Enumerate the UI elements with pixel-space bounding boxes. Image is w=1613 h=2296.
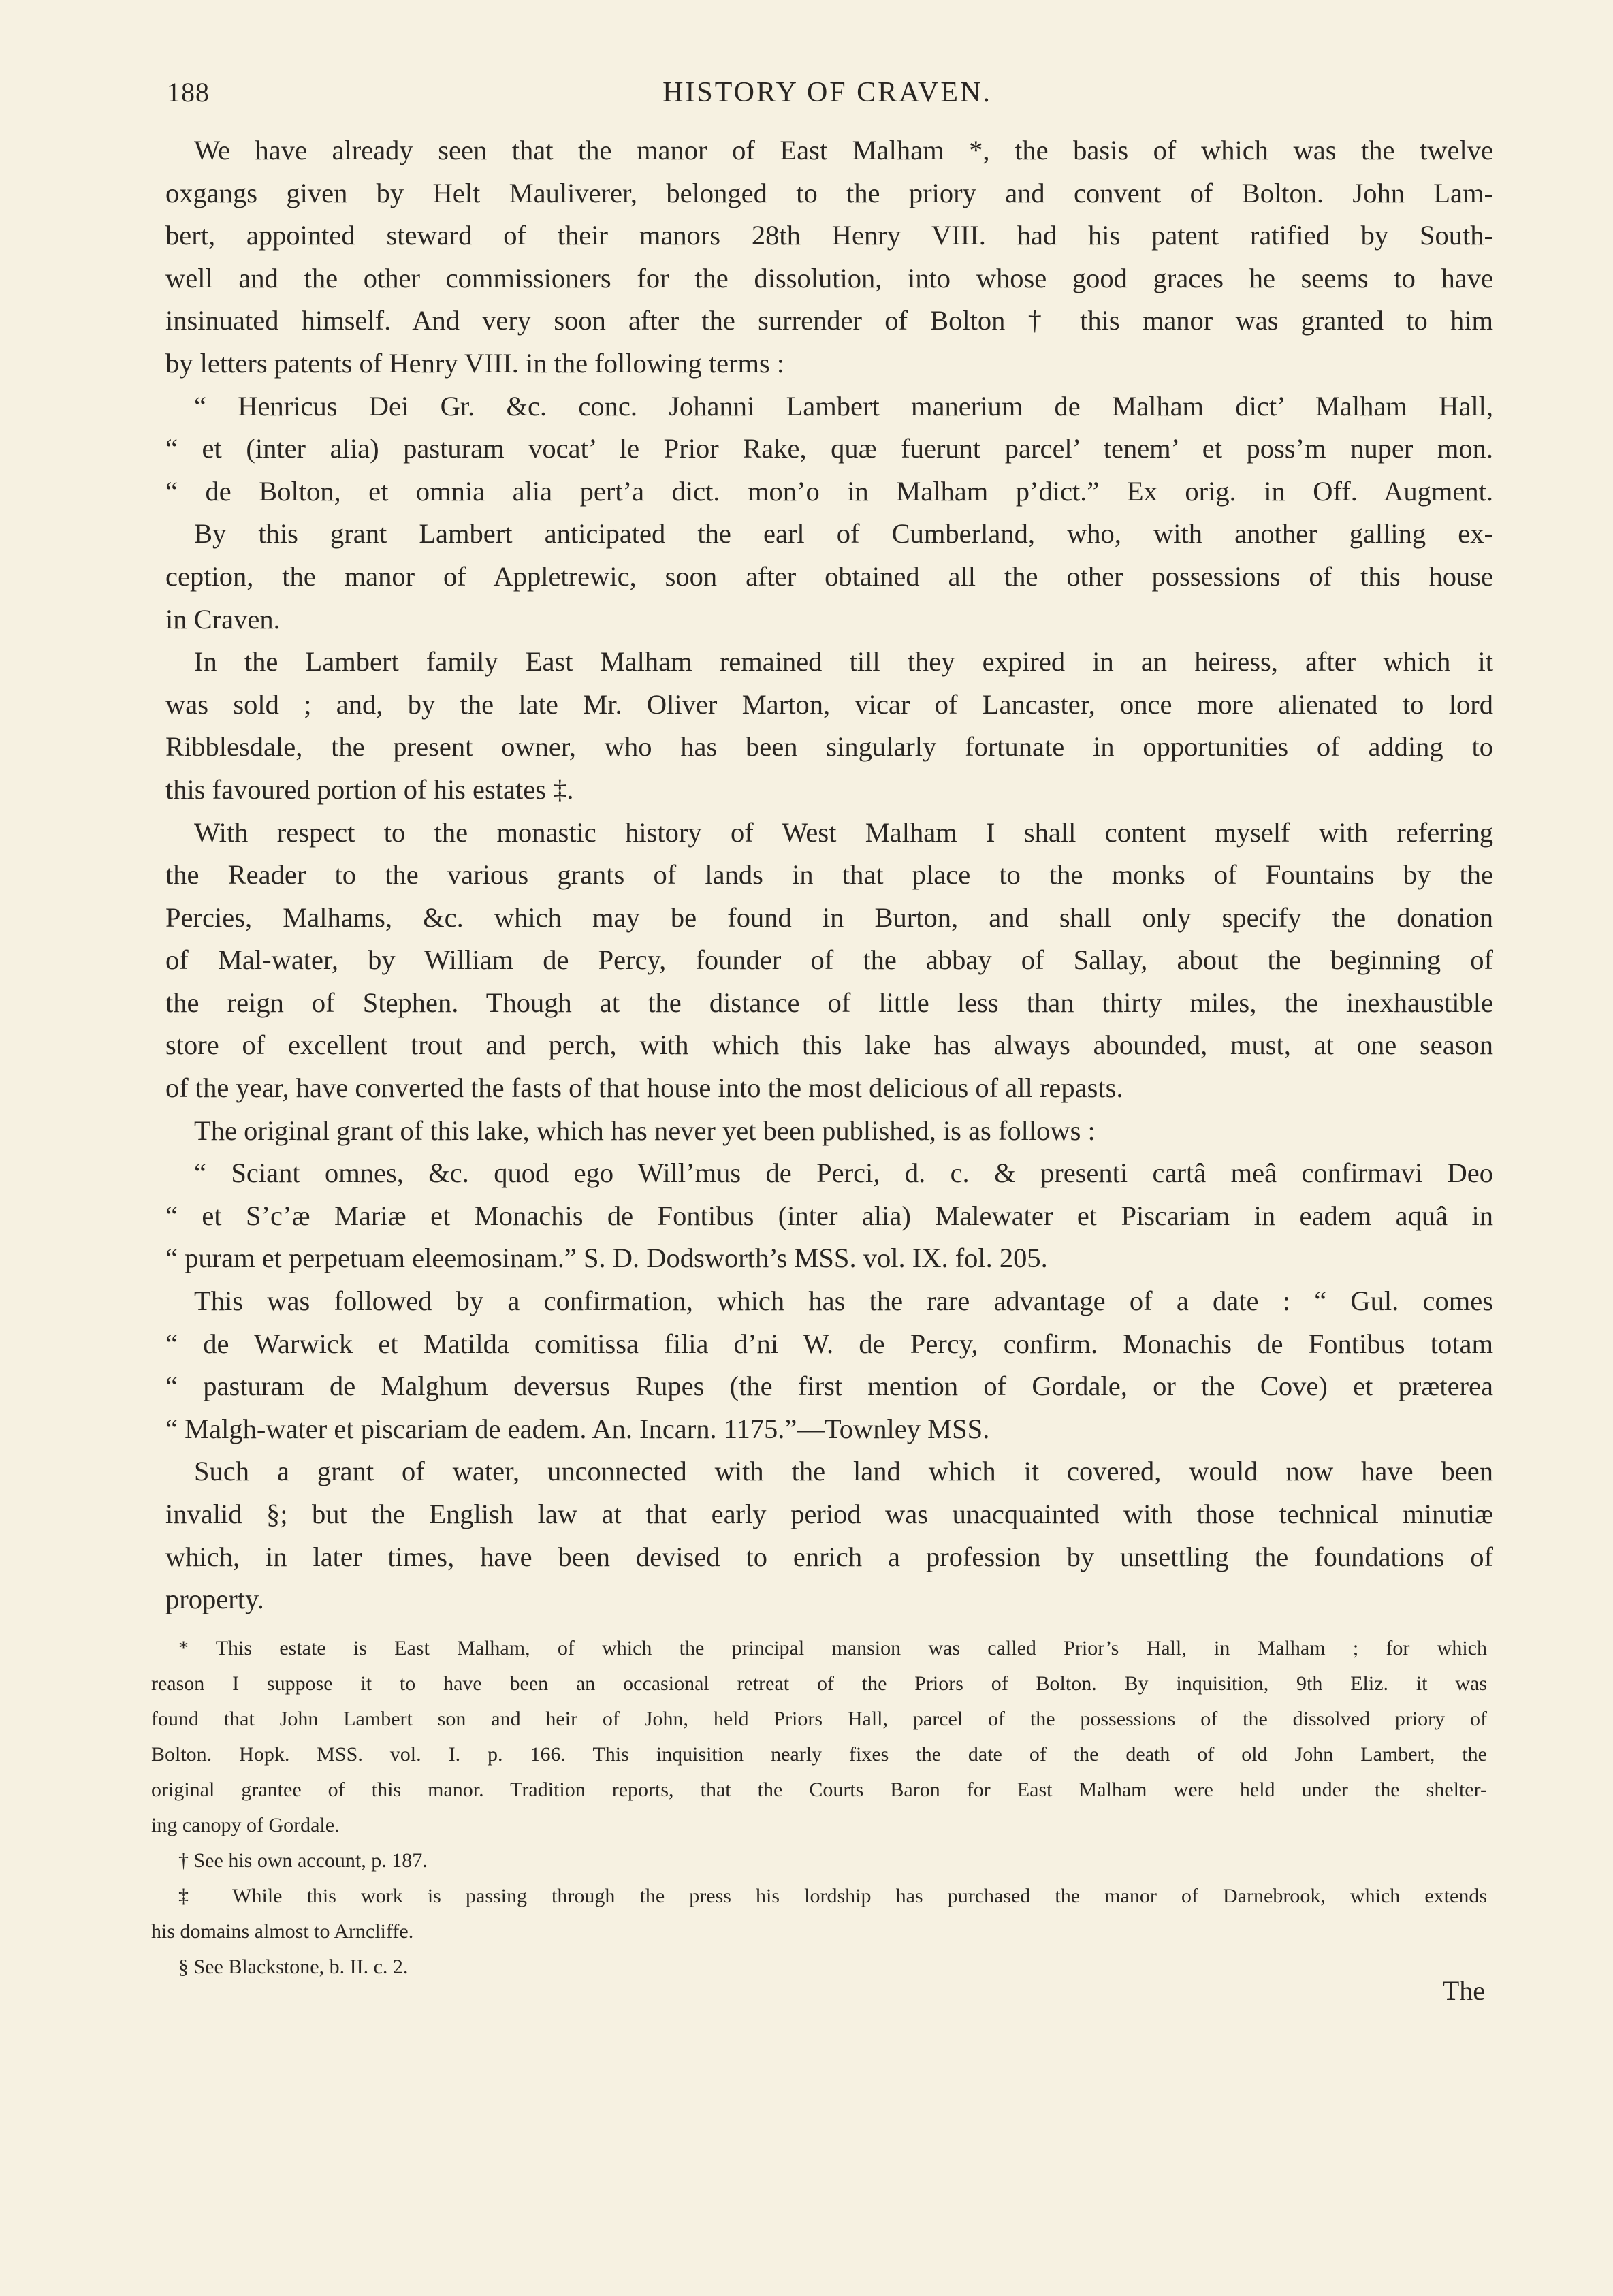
text-line: By this grant Lambert anticipated the earl of Cumberland, who, with another galling ex- xyxy=(194,518,1493,549)
body-text xyxy=(165,129,1493,1621)
text-line: “ Henricus Dei Gr. &c. conc. Johanni Lambert manerium de Malham dict’ Malham Hall, xyxy=(194,390,1493,421)
text-line: The original grant of this lake, which has never yet been published, is as follows : xyxy=(194,1115,1096,1146)
footnote-line: † See his own account, p. 187. xyxy=(178,1849,428,1872)
text-line: in Craven. xyxy=(165,603,281,635)
text-line: “ de Bolton, et omnia alia pert’a dict. mon’o in Malham p’dict.” Ex orig. in Off. Augment. xyxy=(165,475,1493,507)
text-line: bert, appointed steward of their manors 28th Henry VIII. had his patent ratified by South- xyxy=(165,220,1493,251)
text-line: was sold ; and, by the late Mr. Oliver Marton, vicar of Lancaster, once more alienated to lord xyxy=(165,688,1493,720)
footnote-line: Bolton. Hopk. MSS. vol. I. p. 166. This inquisition nearly fixes the date of the death of old John Lambert, the xyxy=(151,1743,1487,1766)
text-line: Such a grant of water, unconnected with the land which it covered, would now have been xyxy=(194,1456,1493,1487)
footnote-line: § See Blackstone, b. II. c. 2. xyxy=(178,1956,409,1978)
text-line: We have already seen that the manor of East Malham *, the basis of which was the twelve xyxy=(194,135,1493,165)
text-line: insinuated himself. And very soon after the surrender of Bolton † this manor was granted to him xyxy=(165,305,1493,336)
text-line: store of excellent trout and perch, with which this lake has always abounded, must, at one season xyxy=(165,1030,1493,1061)
text-line: This was followed by a confirmation, which has the rare advantage of a date : “ Gul. comes xyxy=(194,1286,1493,1317)
text-line: which, in later times, have been devised to enrich a profession by unsettling the foundations of xyxy=(165,1541,1493,1572)
footnotes xyxy=(151,1631,1487,1985)
footnote-line: reason I suppose it to have been an occasional retreat of the Priors of Bolton. By inquisition, 9th Eliz. it was xyxy=(151,1672,1487,1695)
text-line: “ de Warwick et Matilda comitissa filia d’ni W. de Percy, confirm. Monachis de Fontibus totam xyxy=(165,1328,1493,1359)
footnote-line: ing canopy of Gordale. xyxy=(151,1814,340,1836)
text-line: invalid §; but the English law at that early period was unacquainted with those technical minutiæ xyxy=(165,1499,1493,1529)
text-line: the reign of Stephen. Though at the distance of little less than thirty miles, the inexhaustible xyxy=(165,987,1493,1018)
text-line: oxgangs given by Helt Mauliverer, belonged to the priory and convent of Bolton. John Lam- xyxy=(165,177,1493,208)
text-line: ception, the manor of Appletrewic, soon after obtained all the other possessions of this house xyxy=(165,560,1493,592)
text-line: “ Sciant omnes, &c. quod ego Will’mus de Perci, d. c. & presenti cartâ meâ confirmavi Deo xyxy=(194,1158,1493,1189)
text-line: of the year, have converted the fasts of that house into the most delicious of all repasts. xyxy=(165,1072,1123,1104)
running-title: HISTORY OF CRAVEN. xyxy=(662,77,992,108)
running-head xyxy=(167,76,1488,117)
text-line: With respect to the monastic history of West Malham I shall content myself with referring xyxy=(194,816,1493,848)
text-line: by letters patents of Henry VIII. in the following terms : xyxy=(165,347,785,379)
footnote-line: ‡ While this work is passing through the press his lordship has purchased the manor of Darnebrook, which extends xyxy=(178,1885,1487,1907)
catchword: The xyxy=(1442,1975,1485,2006)
text-line: property. xyxy=(165,1584,264,1615)
text-line: the Reader to the various grants of lands in that place to the monks of Fountains by the xyxy=(165,859,1493,891)
text-line: “ et S’c’æ Mariæ et Monachis de Fontibus (inter alia) Malewater et Piscariam in eadem aquâ in xyxy=(165,1200,1493,1231)
text-line: Percies, Malhams, &c. which may be found in Burton, and shall only specify the donation xyxy=(165,902,1493,933)
footnote-line: found that John Lambert son and heir of John, held Priors Hall, parcel of the possessions of the dissolved priory of xyxy=(151,1708,1487,1730)
page-number: 188 xyxy=(167,77,210,108)
text-line: this favoured portion of his estates ‡. xyxy=(165,774,574,805)
footnote-line: original grantee of this manor. Tradition reports, that the Courts Baron for East Malham were held under the shelter- xyxy=(151,1779,1487,1801)
footnote-line: * This estate is East Malham, of which the principal mansion was called Prior’s Hall, in Malham ; for which xyxy=(178,1637,1487,1659)
text-line: “ Malgh-water et piscariam de eadem. An. Incarn. 1175.”—Townley MSS. xyxy=(165,1413,990,1444)
text-line: of Mal-water, by William de Percy, founder of the abbay of Sallay, about the beginning of xyxy=(165,944,1493,976)
footnote-line: his domains almost to Arncliffe. xyxy=(151,1920,414,1943)
text-line: well and the other commissioners for the dissolution, into whose good graces he seems to have xyxy=(165,262,1493,293)
text-line: “ puram et perpetuam eleemosinam.” S. D. Dodsworth’s MSS. vol. IX. fol. 205. xyxy=(165,1243,1048,1274)
text-line: “ pasturam de Malghum deversus Rupes (the first mention of Gordale, or the Cove) et præterea xyxy=(165,1371,1493,1402)
text-line: “ et (inter alia) pasturam vocat’ le Prior Rake, quæ fuerunt parcel’ tenem’ et poss’m nuper mon. xyxy=(165,433,1493,464)
text-line: In the Lambert family East Malham remained till they expired in an heiress, after which it xyxy=(194,646,1493,677)
text-line: Ribblesdale, the present owner, who has been singularly fortunate in opportunities of adding to xyxy=(165,731,1493,763)
